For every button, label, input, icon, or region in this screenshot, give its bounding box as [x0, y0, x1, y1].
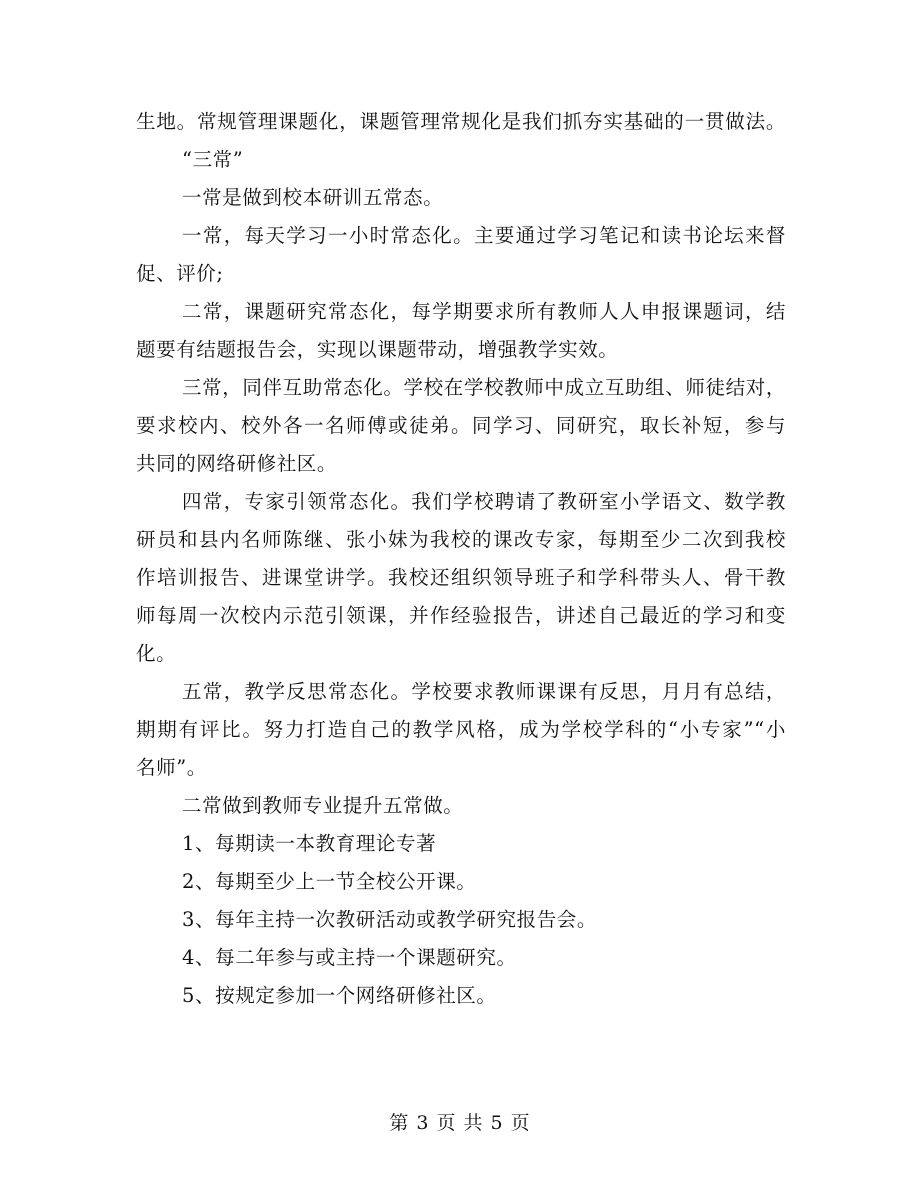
document-body [136, 103, 786, 1015]
list-item: 1、每期读一本教育理论专著 [182, 832, 437, 855]
paragraph-line: 要求校内、校外各一名师傅或徒弟。同学习、同研究，取长补短，参与 [136, 414, 786, 437]
paragraph-line: 生地。常规管理课题化，课题管理常规化是我们抓夯实基础的一贯做法。 [136, 110, 786, 133]
paragraph-line: 题要有结题报告会，实现以课题带动，增强教学实效。 [136, 338, 619, 361]
list-item: 5、按规定参加一个网络研修社区。 [182, 984, 497, 1007]
paragraph-line: 化。 [136, 642, 177, 665]
paragraph-line: 师每周一次校内示范引领课，并作经验报告，讲述自己最近的学习和变 [136, 604, 786, 627]
paragraph-line: 期期有评比。努力打造自己的教学风格，成为学校学科的“小专家”“小 [136, 718, 786, 741]
paragraph-line: 一常是做到校本研训五常态。 [182, 186, 444, 209]
paragraph-line: 五常，教学反思常态化。学校要求教师课课有反思，月月有总结， [182, 680, 786, 703]
list-item: 2、每期至少上一节全校公开课。 [182, 870, 477, 893]
paragraph-line: 共同的网络研修社区。 [136, 452, 338, 475]
paragraph-line: 一常，每天学习一小时常态化。主要通过学习笔记和读书论坛来督 [182, 224, 786, 247]
list-item: 4、每二年参与或主持一个课题研究。 [182, 946, 517, 969]
paragraph-line: 二常做到教师专业提升五常做。 [182, 794, 464, 817]
paragraph-line: 四常，专家引领常态化。我们学校聘请了教研室小学语文、数学教 [182, 490, 786, 513]
paragraph-line: 三常，同伴互助常态化。学校在学校教师中成立互助组、师徒结对， [182, 376, 786, 399]
paragraph-line: 研员和县内名师陈继、张小妹为我校的课改专家，每期至少二次到我校 [136, 528, 786, 551]
list-item: 3、每年主持一次教研活动或教学研究报告会。 [182, 908, 598, 931]
page-footer: 第 3 页 共 5 页 [389, 1112, 531, 1134]
section-heading: “三常” [182, 148, 244, 171]
paragraph-line: 作培训报告、进课堂讲学。我校还组织领导班子和学科带头人、骨干教 [136, 566, 786, 589]
paragraph-line: 促、评价; [136, 262, 224, 285]
paragraph-line: 二常，课题研究常态化，每学期要求所有教师人人申报课题词，结 [182, 300, 786, 323]
paragraph-line: 名师”。 [136, 756, 207, 779]
